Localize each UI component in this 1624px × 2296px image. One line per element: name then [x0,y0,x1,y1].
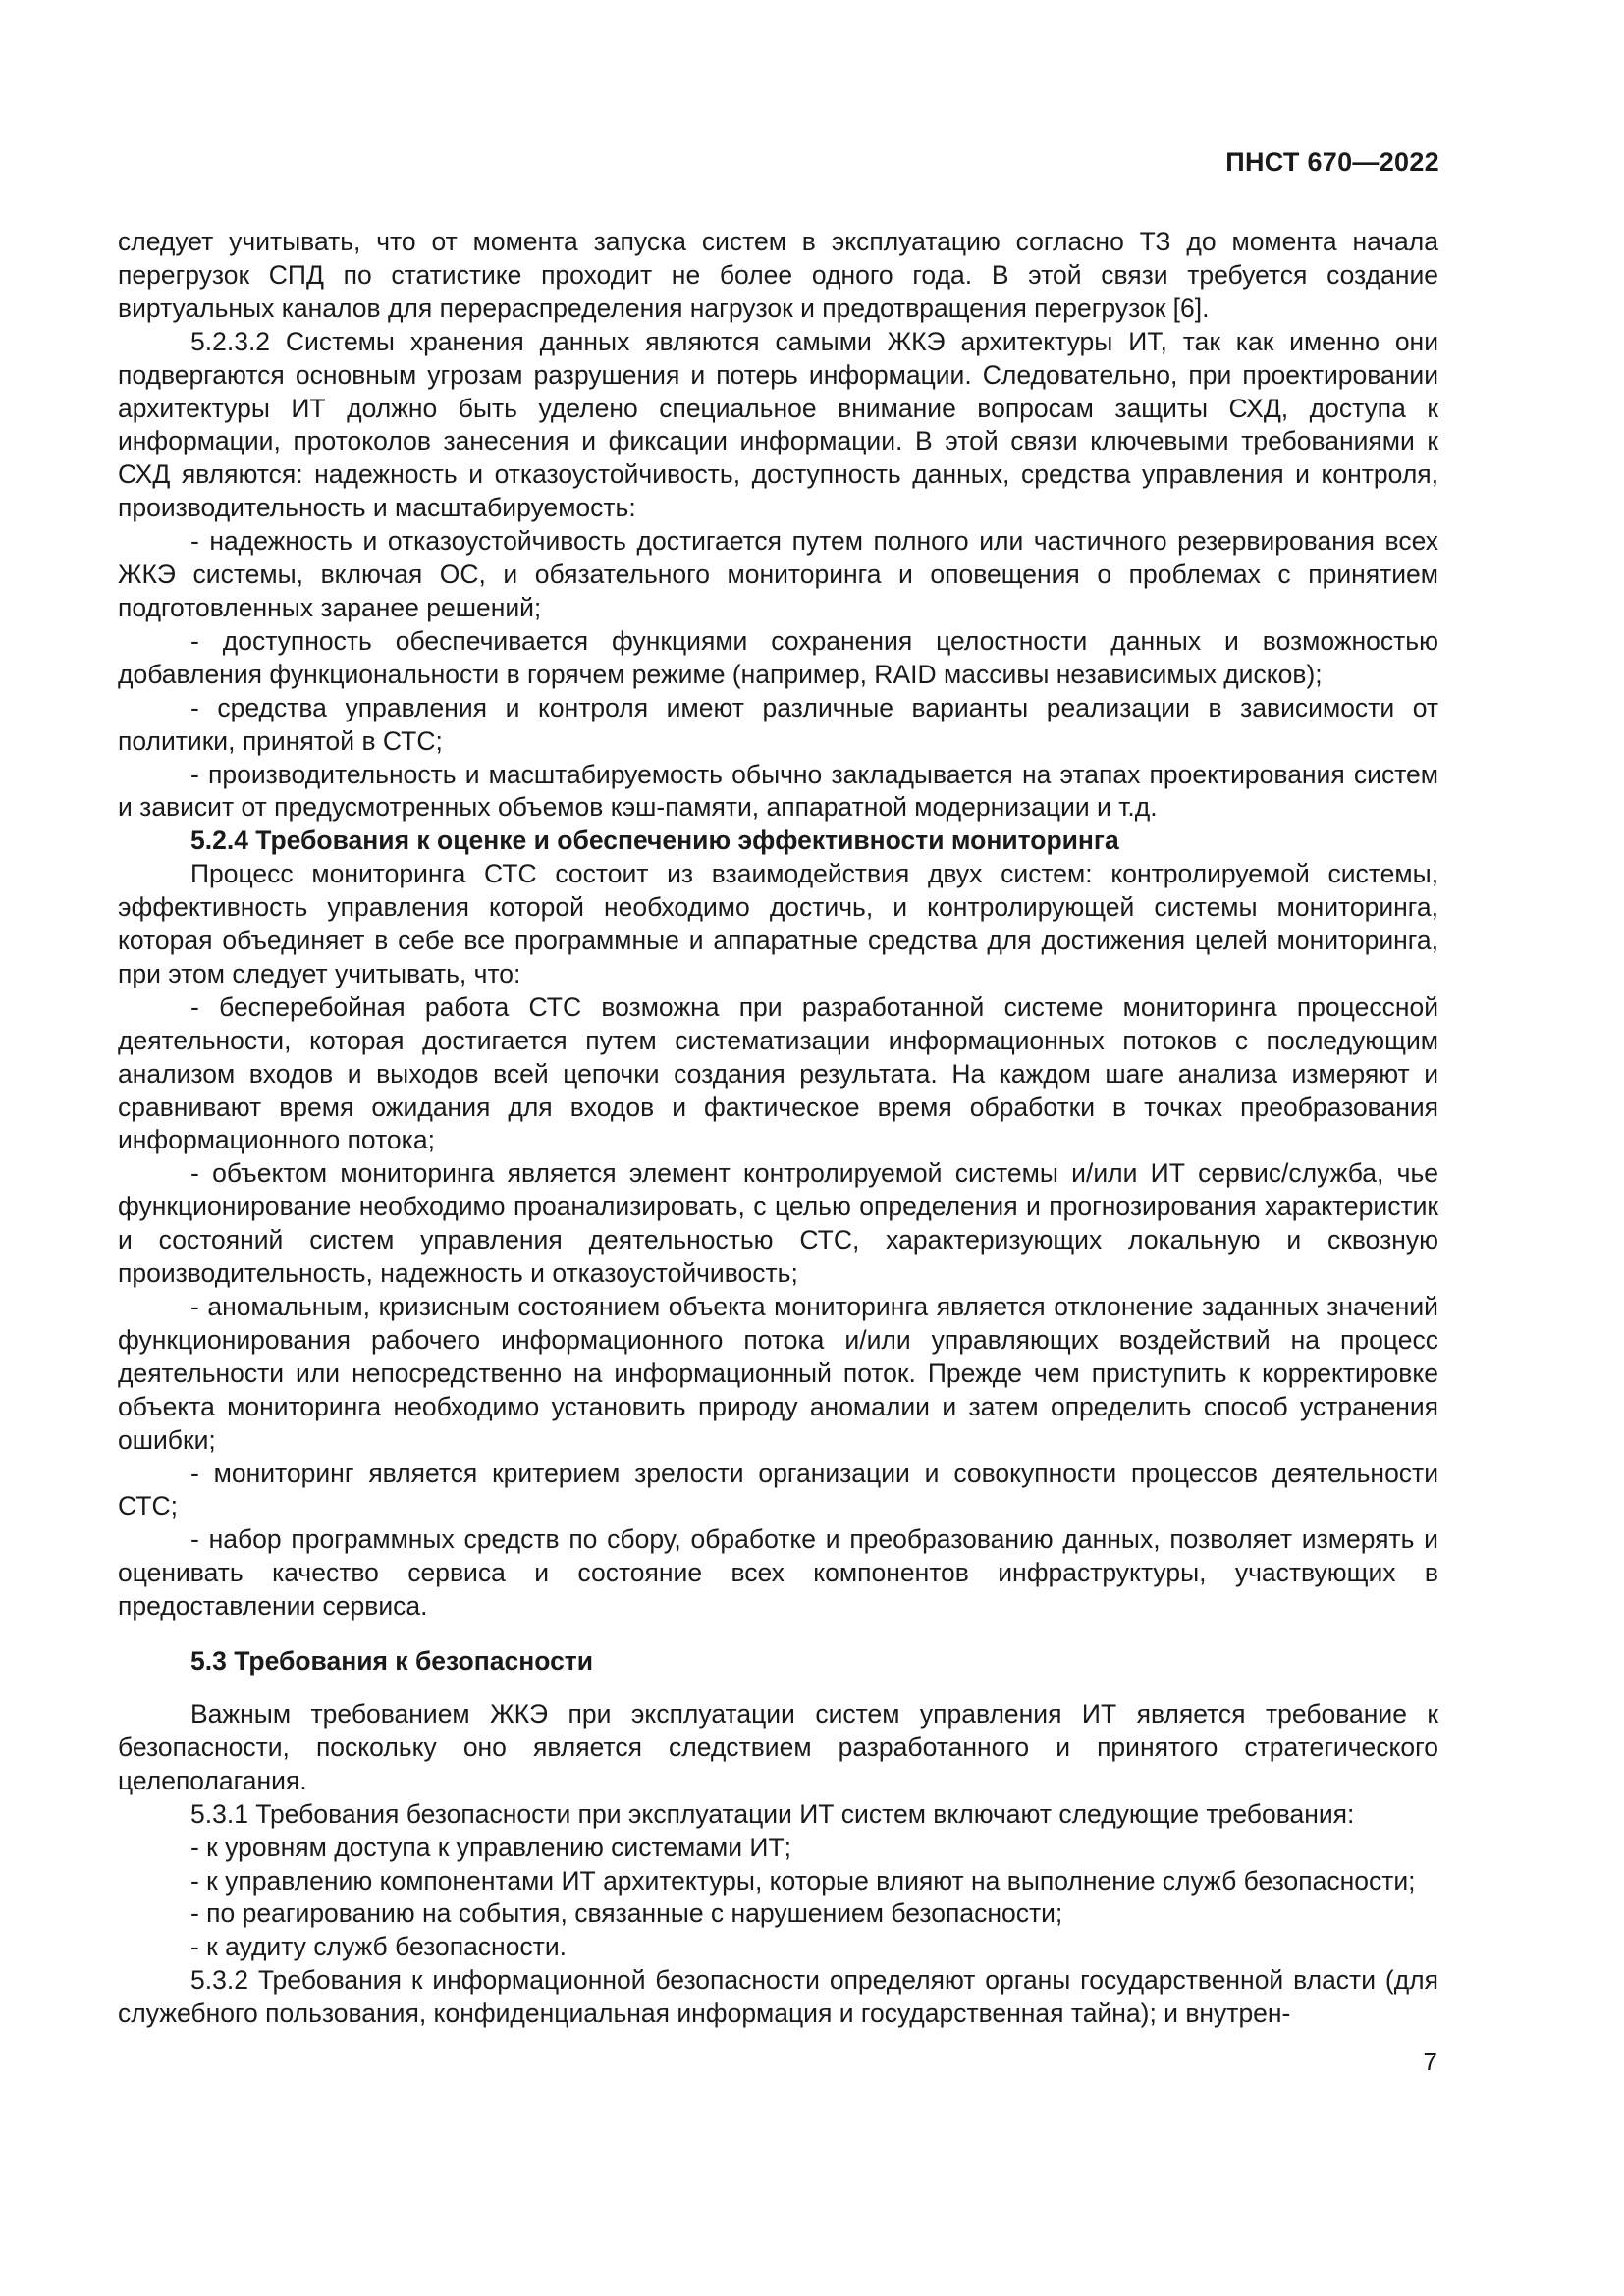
list-item: - средства управления и контроля имеют различные варианты реализации в зависимости от политики, принятой в СТС; [118,692,1438,756]
paragraph: следует учитывать, что от момента запуска систем в эксплуатацию согласно ТЗ до момента начала перегрузок СПД по статистике проходит не более одного года. В этой связи требуется создание виртуальных каналов для перераспределения нагрузок и предотвращения перегрузок [6]. [118,227,1438,323]
paragraph: Процесс мониторинга СТС состоит из взаимодействия двух систем: контролируемой системы, эффективность управления которой необходимо достичь, и контролирующей системы мониторинга, которая объединяет в себе все программные и аппаратные средства для достижения целей мониторинга, при этом следует учитывать, что: [118,859,1438,988]
list-item: - к управлению компонентами ИТ архитектуры, которые влияют на выполнение служб безопасности; [190,1865,1416,1896]
paragraph: 5.3.1 Требования безопасности при эксплуатации ИТ систем включают следующие требования: [190,1798,1355,1829]
list-item: - бесперебойная работа СТС возможна при разработанной системе мониторинга процессной деятельности, которая достигается путем систематизации информационных потоков с последующим анализом входов и выходов всей цепочки создания результата. На каждом шаге анализа измеряют и сравнивают время ожидания для входов и фактическое время обработки в точках преобразования информационного потока; [118,991,1438,1155]
list-item: - набор программных средств по сбору, обработке и преобразованию данных, позволяет измерять и оценивать качество сервиса и состояние всех компонентов инфраструктуры, участвующих в предоставлении сервиса. [118,1524,1438,1622]
paragraph: 5.3.2 Требования к информационной безопасности определяют органы государственной власти (для служебного пользования, конфиденциальная информация и государственная тайна); и внутрен- [118,1965,1438,2029]
document-body [118,226,1438,2031]
list-item: - мониторинг является критерием зрелости организации и совокупности процессов деятельности СТС; [118,1458,1438,1522]
list-item: - аномальным, кризисным состоянием объекта мониторинга является отклонение заданных значений функционирования рабочего информационного потока и/или управляющих воздействий на процесс деятельности или непосредственно на информационный поток. Прежде чем приступить к корректировке объекта мониторинга необходимо установить природу аномалии и затем определить способ устранения ошибки; [118,1292,1438,1455]
section-heading: 5.3 Требования к безопасности [190,1646,594,1677]
paragraph: Важным требованием ЖКЭ при эксплуатации систем управления ИТ является требование к безопасности, поскольку оно является следствием разработанного и принятого стратегического целеполагания. [118,1698,1438,1795]
subsection-heading: 5.2.4 Требования к оценке и обеспечению эффективности мониторинга [190,826,1119,856]
document-code: ПНСТ 670—2022 [1225,147,1439,177]
list-item: - доступность обеспечивается функциями сохранения целостности данных и возможностью добавления функциональности в горячем режиме (например, RAID массивы независимых дисков); [118,625,1438,689]
page-number: 7 [1423,2047,1437,2076]
list-item: - к уровням доступа к управлению системами ИТ; [190,1832,791,1862]
list-item: - по реагированию на события, связанные с нарушением безопасности; [190,1898,1063,1929]
list-item: - надежность и отказоустойчивость достигается путем полного или частичного резервирования всех ЖКЭ системы, включая ОС, и обязательного мониторинга и оповещения о проблемах с принятием подготовленных заранее решений; [118,526,1438,622]
list-item: - к аудиту служб безопасности. [190,1932,567,1962]
list-item: - производительность и масштабируемость обычно закладывается на этапах проектирования систем и зависит от предусмотренных объемов кэш-памяти, аппаратной модернизации и т.д. [118,759,1438,823]
list-item: - объектом мониторинга является элемент контролируемой системы и/или ИТ сервис/служба, чье функционирование необходимо проанализировать, с целью определения и прогнозирования характеристик и состояний систем управления деятельностью СТС, характеризующих локальную и сквозную производительность, надежность и отказоустойчивость; [118,1158,1438,1289]
paragraph: 5.2.3.2 Системы хранения данных являются самыми ЖКЭ архитектуры ИТ, так как именно они подвергаются основным угрозам разрушения и потерь информации. Следовательно, при проектировании архитектуры ИТ должно быть уделено специальное внимание вопросам защиты СХД, доступа к информации, протоколов занесения и фиксации информации. В этой связи ключевыми требованиями к СХД являются: надежность и отказоустойчивость, доступность данных, средства управления и контроля, производительность и масштабируемость: [118,326,1438,523]
